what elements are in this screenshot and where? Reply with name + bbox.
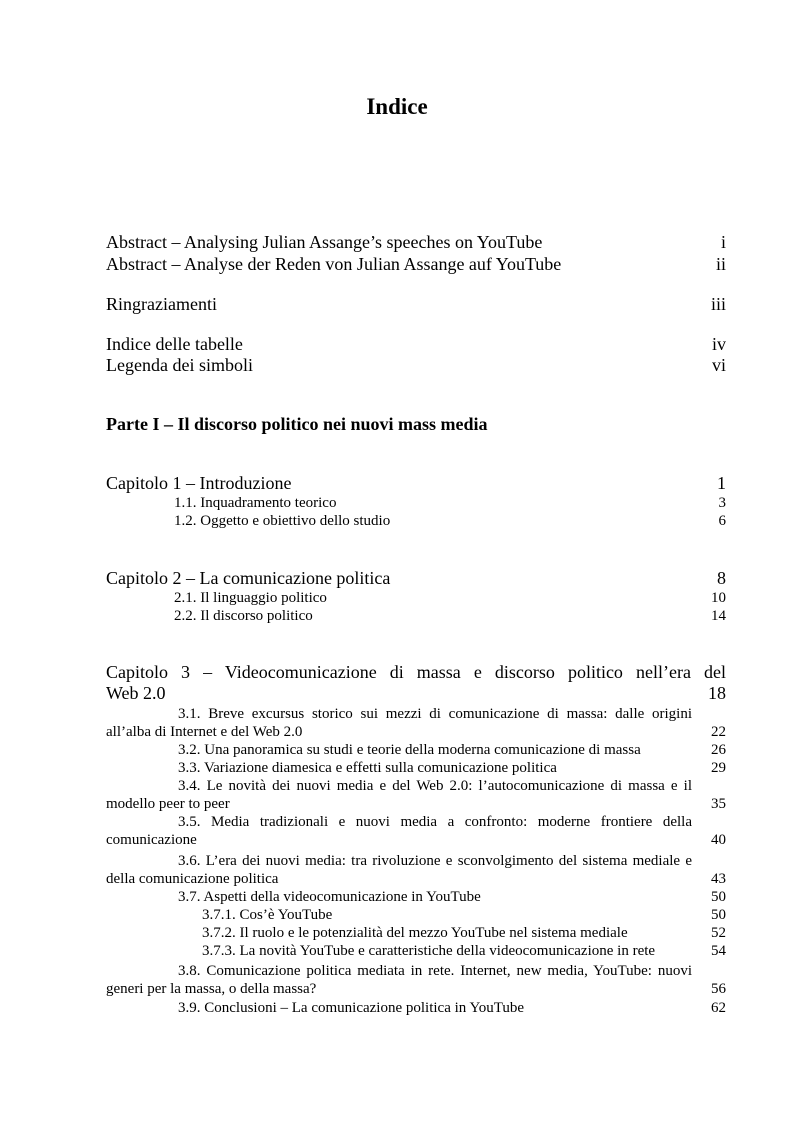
section-label: 3.4. Le novità dei nuovi media e del Web 2.0: l’autocomunicazione di massa e il modello peer to peer <box>106 778 692 812</box>
section-3-7-1[interactable] <box>106 906 726 924</box>
section-label: 3.5. Media tradizionali e nuovi media a confronto: moderne frontiere della comunicazione <box>106 814 692 848</box>
chapter-label-line2: Web 2.0 <box>106 683 166 703</box>
section-page: 10 <box>711 590 726 606</box>
entry-label: Ringraziamenti <box>106 294 217 314</box>
entry-page: iv <box>711 334 726 354</box>
section-page: 3 <box>718 495 726 511</box>
section-3-8[interactable] <box>106 962 726 998</box>
section-label: 2.2. Il discorso politico <box>174 608 313 624</box>
chapter-1[interactable] <box>106 473 726 493</box>
toc-entry-abstract-en[interactable] <box>106 232 726 252</box>
section-1-1[interactable] <box>106 494 726 512</box>
toc-entry-ringraziamenti[interactable] <box>106 294 726 314</box>
section-label: 3.6. L’era dei nuovi media: tra rivoluzione e sconvolgimento del sistema mediale e della comunicazione politica <box>106 853 692 887</box>
section-label: 2.1. Il linguaggio politico <box>174 590 327 606</box>
section-page: 54 <box>711 943 726 959</box>
section-page: 22 <box>711 724 726 740</box>
chapter-label: Capitolo 2 – La comunicazione politica <box>106 568 391 588</box>
section-page: 43 <box>711 871 726 887</box>
section-label: 3.7. Aspetti della videocomunicazione in YouTube <box>178 889 481 905</box>
section-label: 3.8. Comunicazione politica mediata in rete. Internet, new media, YouTube: nuovi generi per la massa, o della massa? <box>106 963 692 997</box>
section-3-6[interactable] <box>106 852 726 888</box>
section-page: 62 <box>711 1000 726 1016</box>
section-page: 35 <box>711 796 726 812</box>
section-3-2[interactable] <box>106 741 726 759</box>
entry-label: Indice delle tabelle <box>106 334 243 354</box>
entry-page: vi <box>711 355 726 375</box>
entry-label: Abstract – Analyse der Reden von Julian Assange auf YouTube <box>106 254 562 274</box>
section-3-4[interactable] <box>106 777 726 813</box>
section-2-2[interactable] <box>106 607 726 625</box>
page-title: Indice <box>366 94 428 119</box>
toc-entry-abstract-de[interactable] <box>106 254 726 274</box>
section-3-7-3[interactable] <box>106 942 726 960</box>
section-label: 3.1. Breve excursus storico sui mezzi di comunicazione di massa: dalle origini all’alba di Internet e del Web 2.0 <box>106 706 692 740</box>
section-page: 6 <box>718 513 726 529</box>
section-page: 50 <box>711 907 726 923</box>
section-page: 40 <box>711 832 726 848</box>
section-3-5[interactable] <box>106 813 726 849</box>
section-label: 3.3. Variazione diamesica e effetti sulla comunicazione politica <box>178 760 557 776</box>
section-3-7[interactable] <box>106 888 726 906</box>
entry-page: ii <box>715 254 726 274</box>
chapter-3[interactable] <box>106 662 726 704</box>
chapter-label-line1: Capitolo 3 – Videocomunicazione di massa e discorso politico nell’era del <box>106 662 726 682</box>
section-1-2[interactable] <box>106 512 726 530</box>
section-3-9[interactable] <box>106 999 726 1017</box>
chapter-2[interactable] <box>106 568 726 588</box>
section-3-3[interactable] <box>106 759 726 777</box>
chapter-page: 1 <box>717 473 726 493</box>
entry-page: iii <box>710 294 726 314</box>
section-label: 3.7.3. La novità YouTube e caratteristiche della videocomunicazione in rete <box>202 943 656 959</box>
section-label: 3.2. Una panoramica su studi e teorie della moderna comunicazione di massa <box>178 742 641 758</box>
section-label: 3.7.1. Cos’è YouTube <box>202 907 333 923</box>
section-page: 56 <box>711 981 726 997</box>
entry-label: Abstract – Analysing Julian Assange’s speeches on YouTube <box>106 232 543 252</box>
section-page: 52 <box>711 925 726 941</box>
entry-label: Legenda dei simboli <box>106 355 253 375</box>
section-page: 29 <box>711 760 726 776</box>
part-heading: Parte I – Il discorso politico nei nuovi mass media <box>106 414 488 434</box>
section-label: 3.7.2. Il ruolo e le potenzialità del mezzo YouTube nel sistema mediale <box>202 925 628 941</box>
section-3-7-2[interactable] <box>106 924 726 942</box>
toc-entry-indice-tabelle[interactable] <box>106 334 726 354</box>
section-2-1[interactable] <box>106 589 726 607</box>
section-label: 1.2. Oggetto e obiettivo dello studio <box>174 513 391 529</box>
section-3-1[interactable] <box>106 705 726 741</box>
section-label: 1.1. Inquadramento teorico <box>174 495 337 511</box>
chapter-page: 18 <box>708 683 726 703</box>
section-page: 26 <box>711 742 726 758</box>
section-page: 14 <box>711 608 726 624</box>
section-label: 3.9. Conclusioni – La comunicazione politica in YouTube <box>178 1000 525 1016</box>
chapter-label: Capitolo 1 – Introduzione <box>106 473 292 493</box>
toc-entry-legenda[interactable] <box>106 355 726 375</box>
chapter-page: 8 <box>717 568 726 588</box>
entry-page: i <box>720 232 726 252</box>
section-page: 50 <box>711 889 726 905</box>
